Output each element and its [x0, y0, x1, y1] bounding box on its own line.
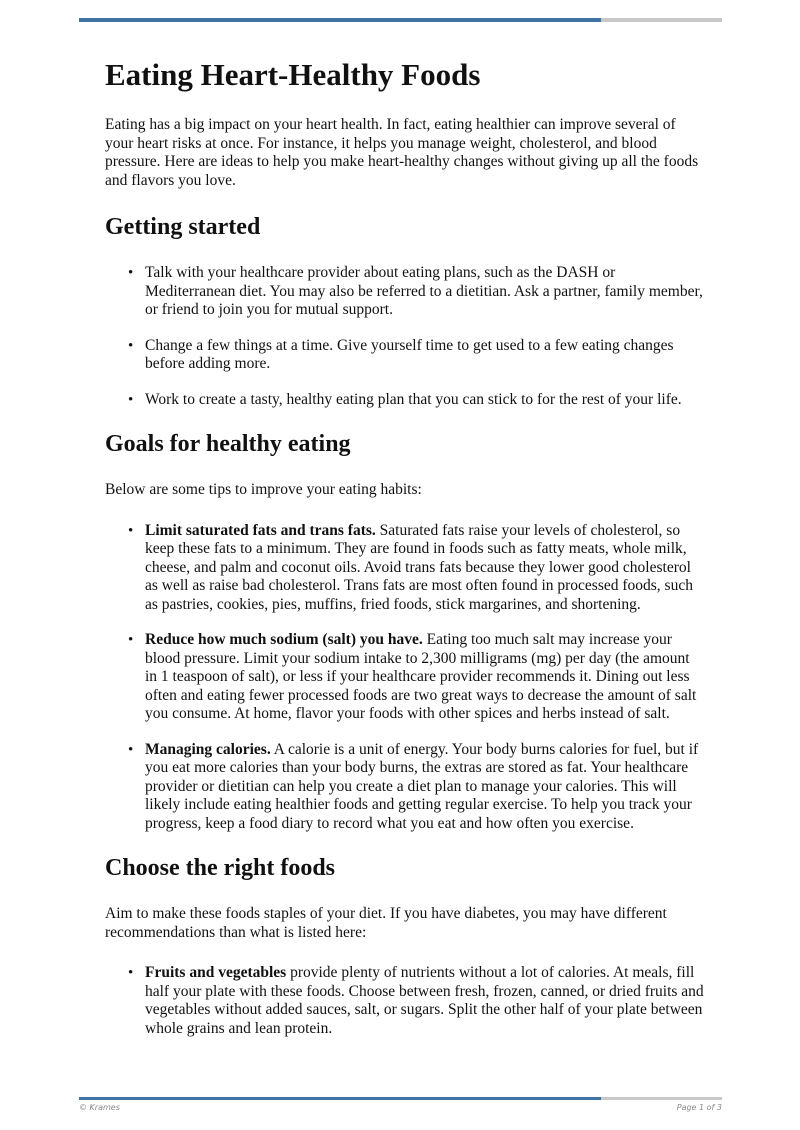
goals-list — [105, 522, 705, 834]
list-item-text: provide plenty of nutrients without a lot of calories. At meals, fill half your plate with these foods. Choose between fresh, frozen, canned, or dried fruits and vegetables without added sauces, salt, or sugars. Split the other half of your plate between whole grains and lean protein. — [145, 964, 704, 1037]
list-item-text: A calorie is a unit of energy. Your body burns calories for fuel, but if you eat more calories than your body burns, the extras are stored as fat. Your healthcare provider or dietitian can help you create a diet plan to manage your calories. This will likely include eating healthier foods and getting regular exercise. To help you track your progress, keep a food diary to record what you eat and how often you exercise. — [145, 740, 699, 832]
intro-paragraph: Eating has a big impact on your heart health. In fact, eating healthier can improve several of your heart risks at once. For instance, it helps you manage weight, cholesterol, and blood pressure. Here are ideas to help you make heart-healthy changes without giving up all the foods and flavors you love. — [105, 116, 699, 189]
goals-intro: Below are some tips to improve your eating habits: — [105, 481, 422, 498]
list-item-lead: Reduce how much sodium (salt) you have. — [145, 631, 423, 648]
list-item-lead: Managing calories. — [145, 740, 271, 758]
list-item — [145, 522, 705, 615]
list-item — [145, 631, 705, 724]
list-item-text: Eating too much salt may increase your blood pressure. Limit your sodium intake to 2,300 milligrams (mg) per day (the amount in 1 teaspoon of salt), or less if your healthcare provider recommends it. Dining out less often and eating fewer processed foods are two great ways to decrease the amount of salt you consume. At home, flavor your foods with other spices and herbs instead of salt. — [145, 631, 697, 722]
footer-copyright: © Krames — [79, 1103, 120, 1112]
document-body — [105, 56, 705, 1058]
getting-started-list — [105, 264, 705, 409]
footer-rule-accent — [79, 1097, 601, 1100]
list-item — [145, 741, 705, 834]
footer-rule — [79, 1097, 722, 1100]
choose-foods-intro: Aim to make these foods staples of your diet. If you have diabetes, you may have different recommendations than what is listed here: — [105, 905, 667, 941]
list-item-text: Saturated fats raise your levels of cholesterol, so keep these fats to a minimum. They are found in foods such as fatty meats, whole milk, cheese, and palm and coconut oils. Avoid trans fats because they lower good cholesterol as well as raise bad cholesterol. Trans fats are most often found in processed foods, such as pastries, cookies, pies, muffins, fried foods, stick margarines, and shortening. — [145, 521, 693, 613]
page-title: Eating Heart-Healthy Foods — [105, 57, 481, 92]
header-rule — [79, 18, 722, 22]
header-rule-accent — [79, 18, 601, 22]
list-item-lead: Limit saturated fats and trans fats. — [145, 521, 376, 539]
footer-page-number: Page 1 of 3 — [676, 1103, 722, 1112]
list-item-lead: Fruits and vegetables — [145, 964, 287, 981]
list-item: • Work to create a tasty, healthy eating plan that you can stick to for the rest of your life. — [145, 391, 705, 410]
section-heading-goals: Goals for healthy eating — [105, 431, 351, 457]
section-heading-getting-started: Getting started — [105, 214, 261, 240]
list-item: • Change a few things at a time. Give yourself time to get used to a few eating changes before adding more. — [145, 337, 705, 374]
choose-foods-list — [105, 964, 705, 1038]
list-item: • Talk with your healthcare provider about eating plans, such as the DASH or Mediterranean diet. You may also be referred to a dietitian. Ask a partner, family member, or friend to join you for mutual support. — [145, 264, 705, 320]
list-item — [145, 964, 705, 1038]
section-heading-choose-foods: Choose the right foods — [105, 855, 336, 881]
